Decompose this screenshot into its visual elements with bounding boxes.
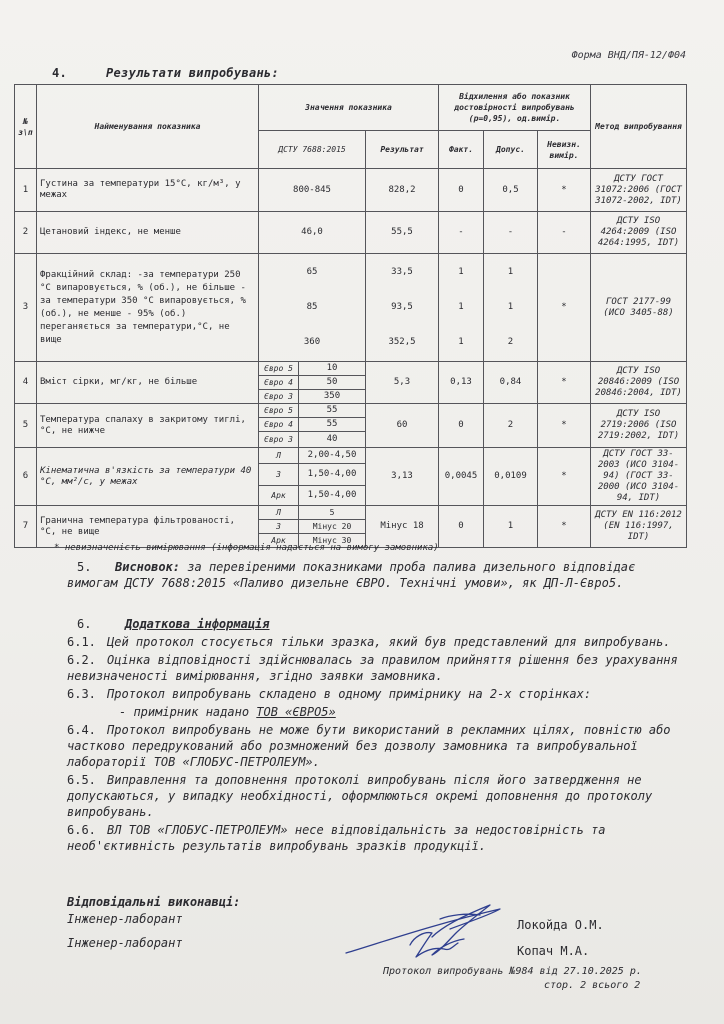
row-method: ГОСТ 2177-99 (ИСО 3405-88) (591, 254, 687, 362)
header-number: № з\п (15, 85, 37, 169)
para-number: 6.4. (67, 723, 96, 737)
section-5-heading: Висновок: (115, 560, 181, 574)
sub-value: 40 (299, 432, 366, 448)
header-name: Найменування показника (37, 85, 259, 169)
sub-value: 55 (299, 418, 366, 432)
row-number: 4 (15, 362, 37, 404)
para-number: 6.3. (67, 687, 96, 701)
row-name: Гранична температура фільтрованості, °С, не вище (37, 506, 259, 548)
paragraph-6-6: ВЛ ТОВ «ГЛОБУС-ПЕТРОЛЕУМ» несе відповідальність за недостовірність та необ'єктивність результатів випробувань зразків продукції. (67, 823, 606, 853)
sub-label: З (259, 464, 299, 486)
sub-label: З (259, 520, 299, 534)
section-4-heading: Результати випробувань: (106, 66, 280, 80)
row-name: Цетановий індекс, не менше (37, 212, 259, 254)
sub-value: 5 (299, 506, 366, 520)
row-allowed: 0,0109 (484, 448, 538, 506)
sub-label: Євро 5 (259, 404, 299, 418)
dstu-value-b: 85 (306, 302, 318, 312)
row-uncertainty: * (538, 169, 591, 212)
sub-label: Арк (259, 486, 299, 506)
row-result: 828,2 (366, 169, 439, 212)
row-allowed: 0,84 (484, 362, 538, 404)
row-method: ДСТУ ГОСТ 31072:2006 (ГОСТ 31072-2002, IDT) (591, 169, 687, 212)
row-name: Температура спалаху в закритому тиглі, °С, не нижче (37, 404, 259, 448)
allowed-a: 1 (507, 267, 514, 277)
header-values: Значення показника (259, 85, 439, 131)
row-result: 60 (366, 404, 439, 448)
row-fact: 0,0045 (439, 448, 484, 506)
allowed-c: 2 (507, 337, 514, 347)
section-5-text: за перевіреними показниками проба палива дизельного відповідає вимогам ДСТУ 7688:2015 «Паливо дизельне ЄВРО. Технічні умови», як ДП-Л-Євро5. (67, 560, 636, 590)
dstu-value-c: 360 (303, 337, 321, 347)
sub-value: 1,50-4,00 (299, 464, 366, 486)
fact-b: 1 (458, 302, 464, 312)
row-uncertainty: * (538, 404, 591, 448)
sub-label: Євро 3 (259, 432, 299, 448)
row-fact: 0 (439, 506, 484, 548)
section-5-number: 5. (77, 560, 92, 574)
row-dstu-value: 46,0 (259, 212, 366, 254)
row-number: 2 (15, 212, 37, 254)
row-allowed: - (484, 212, 538, 254)
header-result: Результат (366, 131, 439, 169)
paragraph-6-3: Протокол випробувань складено в одному примірнику на 2-х сторінках: (107, 687, 592, 701)
signers-title: Відповідальні виконавці: (67, 895, 241, 909)
row-result: Мінус 18 (366, 506, 439, 548)
row-method: ДСТУ ISO 20846:2009 (ISO 20846:2004, IDT) (591, 362, 687, 404)
section-6 (67, 616, 687, 854)
sub-label: Євро 4 (259, 376, 299, 390)
header-fact: Факт. (439, 131, 484, 169)
table-row (15, 448, 687, 464)
paragraph-6-4: Протокол випробувань не може бути використаний в рекламних цілях, повністю або частково передрукований або розмножений без дозволу замовника та випробувальної лабораторії ТОВ «ГЛОБУС-ПЕТРОЛЕУМ». (67, 723, 671, 769)
table-row (15, 362, 687, 376)
row-uncertainty: * (538, 362, 591, 404)
row-allowed: 0,5 (484, 169, 538, 212)
header-dstu: ДСТУ 7688:2015 (259, 131, 366, 169)
signer-2-name: Копач М.А. (517, 944, 590, 958)
row-fact: 0 (439, 169, 484, 212)
row-name: Фракційний склад: -за температури 250 °С випаровується, % (об.), не більше - за температури 350 °С випаровується, % (об.), не менше - 95% (об.) переганяється за температури,°С, не вище (37, 254, 259, 362)
row-allowed-values (484, 254, 538, 362)
row-method: ДСТУ ISO 4264:2009 (ISO 4264:1995, IDT) (591, 212, 687, 254)
result-b: 93,5 (391, 302, 413, 312)
sub-label: Євро 3 (259, 390, 299, 404)
row-method: ДСТУ EN 116:2012 (EN 116:1997, IDT) (591, 506, 687, 548)
result-a: 33,5 (391, 267, 413, 277)
sub-label: Л (259, 448, 299, 464)
row-method: ДСТУ ГОСТ 33-2003 (ИСО 3104-94) (ГОСТ 33-2000 (ИСО 3104-94, IDT) (591, 448, 687, 506)
row-uncertainty: * (538, 254, 591, 362)
sub-label: Євро 5 (259, 362, 299, 376)
paragraph-6-2: Оцінка відповідності здійснювалась за правилом прийняття рішення без урахування невизначеності вимірювання, згідно заявки замовника. (67, 653, 678, 683)
row-number: 5 (15, 404, 37, 448)
row-method: ДСТУ ISO 2719:2006 (ISO 2719:2002, IDT) (591, 404, 687, 448)
allowed-b: 1 (507, 302, 514, 312)
signer-2-role: Інженер-лаборант (67, 936, 183, 950)
row-uncertainty: * (538, 448, 591, 506)
table-row (15, 506, 687, 520)
copy-note: - примірник надано (119, 705, 257, 719)
fact-c: 1 (458, 337, 464, 347)
row-name: Густина за температури 15°С, кг/м³, у межах (37, 169, 259, 212)
table-row (15, 169, 687, 212)
row-fact: 0 (439, 404, 484, 448)
row-results (366, 254, 439, 362)
table-row (15, 212, 687, 254)
row-dstu-values (259, 254, 366, 362)
para-number: 6.1. (67, 635, 96, 649)
section-4-title (52, 66, 279, 80)
sub-label: Арк (259, 534, 299, 548)
row-uncertainty: * (538, 506, 591, 548)
protocol-reference: Протокол випробувань №984 від 27.10.2025 р. (383, 966, 642, 977)
handwritten-signature (340, 895, 520, 965)
row-allowed: 1 (484, 506, 538, 548)
sub-value: 50 (299, 376, 366, 390)
row-number: 1 (15, 169, 37, 212)
results-table (14, 84, 687, 548)
sub-value: 10 (299, 362, 366, 376)
sub-label: Євро 4 (259, 418, 299, 432)
row-number: 6 (15, 448, 37, 506)
para-number: 6.5. (67, 773, 96, 787)
header-deviation: Відхилення або показник достовірності випробувань (р=0,95), од.вимір. (439, 85, 591, 131)
copy-recipient: ТОВ «ЄВРО5» (256, 705, 336, 719)
row-number: 3 (15, 254, 37, 362)
sub-value: 55 (299, 404, 366, 418)
section-5 (67, 559, 687, 591)
signer-1-name: Локойда О.М. (517, 918, 604, 932)
paragraph-6-5: Виправлення та доповнення протоколі випробувань після його затвердження не допускаються, у випадку необхідності, оформлюються окремі доповнення до протоколу випробувань. (67, 773, 653, 819)
row-result: 55,5 (366, 212, 439, 254)
header-uncertainty: Невизн. вимір. (538, 131, 591, 169)
header-allowed: Допус. (484, 131, 538, 169)
sub-value: Мінус 20 (299, 520, 366, 534)
row-number: 7 (15, 506, 37, 548)
sub-value: 1,50-4,00 (299, 486, 366, 506)
para-number: 6.6. (67, 823, 96, 837)
sub-value: 350 (299, 390, 366, 404)
sub-value: 2,00-4,50 (299, 448, 366, 464)
row-fact: 0,13 (439, 362, 484, 404)
row-result: 5,3 (366, 362, 439, 404)
signer-1-role: Інженер-лаборант (67, 912, 183, 926)
row-name: Вміст сірки, мг/кг, не більше (37, 362, 259, 404)
row-fact: - (439, 212, 484, 254)
row-allowed: 2 (484, 404, 538, 448)
section-6-number: 6. (77, 617, 92, 631)
row-uncertainty: - (538, 212, 591, 254)
sub-label: Л (259, 506, 299, 520)
para-number: 6.2. (67, 653, 96, 667)
section-4-number: 4. (52, 66, 68, 80)
dstu-value-a: 65 (306, 267, 318, 277)
header-method: Метод випробування (591, 85, 687, 169)
table-header-row (15, 85, 687, 131)
row-dstu-value: 800-845 (259, 169, 366, 212)
result-c: 352,5 (388, 337, 416, 347)
table-row (15, 254, 687, 362)
sub-value: Мінус 30 (299, 534, 366, 548)
page-number: стор. 2 всього 2 (544, 980, 641, 991)
fact-a: 1 (458, 267, 464, 277)
uncertainty-footnote: * невизначеність вимірювання (інформація надається на вимогу замовника) (54, 543, 439, 553)
row-name: Кінематична в'язкість за температури 40 °С, мм²/с, у межах (37, 448, 259, 506)
section-6-heading: Додаткова інформація (125, 617, 270, 631)
paragraph-6-1: Цей протокол стосується тільки зразка, який був представлений для випробувань. (107, 635, 671, 649)
row-facts (439, 254, 484, 362)
row-result: 3,13 (366, 448, 439, 506)
form-id: Форма ВНД/ПЯ-12/Ф04 (571, 50, 686, 61)
table-row (15, 404, 687, 418)
